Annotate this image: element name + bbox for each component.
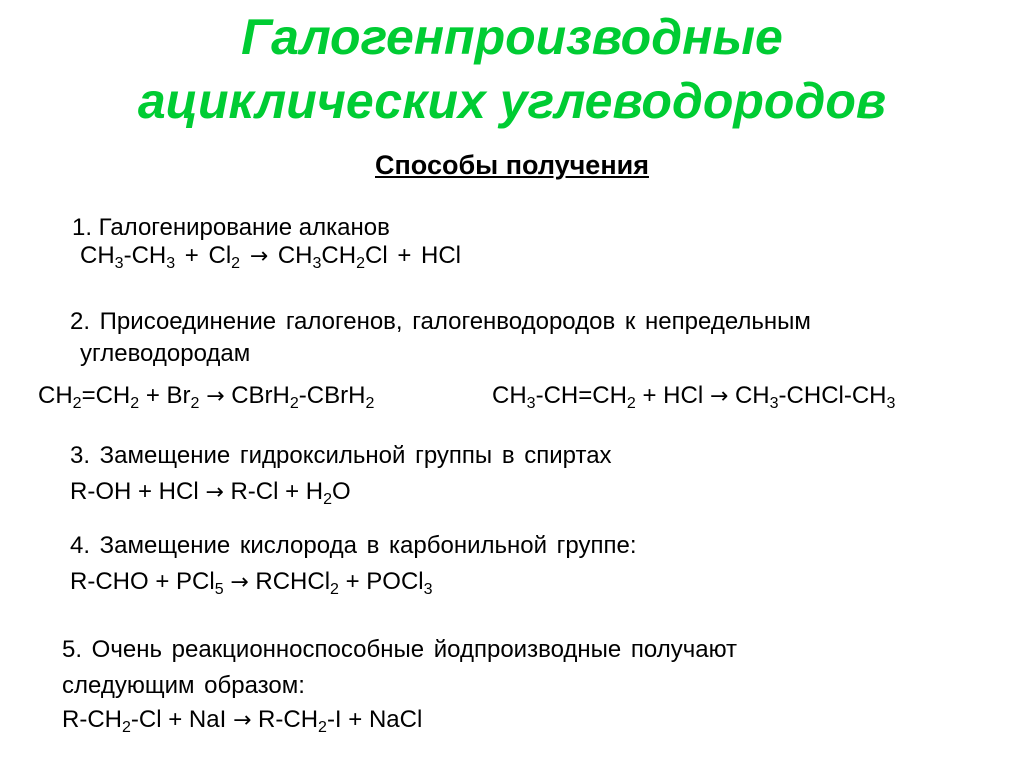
eq1-subscript: 2 — [356, 255, 365, 272]
eq2b-part: CH — [728, 382, 770, 409]
reaction-arrow-icon: → — [249, 244, 269, 269]
equation-halogen-addition — [38, 382, 374, 411]
eq4-subscript: 2 — [330, 581, 339, 598]
section1-heading: 1. Галогенирование алканов — [72, 214, 390, 241]
eq2b-part: + HCl — [635, 382, 710, 409]
section5-heading-line1: 5. Очень реакционноспособные йодпроизводные получают — [62, 636, 738, 663]
eq2a-subscript: 2 — [190, 395, 200, 412]
eq1-subscript: 2 — [231, 255, 241, 272]
equation-alkane-halogenation — [80, 242, 461, 271]
eq2a-subscript: 2 — [365, 395, 375, 412]
eq4-part: R-CHO + PCl — [70, 568, 215, 595]
slide-title-line2: ациклических углеводородов — [137, 73, 887, 129]
eq3-part: R-OH + HCl — [70, 478, 206, 505]
eq5-part: R-CH — [62, 706, 122, 733]
eq1-part: -CH — [123, 242, 167, 269]
eq4-part: RCHCl — [248, 568, 331, 595]
eq2b-subscript: 3 — [769, 395, 779, 412]
reaction-arrow-icon: → — [205, 480, 224, 505]
eq2b-subscript: 2 — [626, 395, 636, 412]
section2-heading-line2: углеводородам — [80, 340, 251, 367]
eq1-subscript: 3 — [166, 255, 176, 272]
eq1-part: CH — [80, 242, 115, 269]
reaction-arrow-icon: → — [709, 384, 729, 409]
equation-carbonyl-substitution — [70, 568, 433, 597]
eq2a-part: CBrH — [224, 382, 290, 409]
eq1-part: + Cl — [175, 242, 232, 269]
eq4-part: + POCl — [338, 568, 424, 595]
eq3-part: R-Cl + H — [223, 478, 324, 505]
eq2b-part: -CH=CH — [535, 382, 627, 409]
section2-heading-line1: 2. Присоединение галогенов, галогенводородов к непредельным — [70, 308, 811, 335]
reaction-arrow-icon: → — [232, 708, 252, 733]
eq1-part: Cl + HCl — [365, 242, 462, 269]
eq2a-part: + Br — [139, 382, 191, 409]
eq2b-part: CH — [492, 382, 527, 409]
equation-hydrohalogenation — [492, 382, 895, 411]
eq4-subscript: 5 — [214, 581, 224, 598]
eq2a-subscript: 2 — [72, 395, 82, 412]
eq2a-part: -CBrH — [298, 382, 366, 409]
eq1-subscript: 3 — [114, 255, 124, 272]
eq2a-part: CH — [38, 382, 73, 409]
eq5-part: -Cl + NaI — [130, 706, 233, 733]
slide-title-line1: Галогенпроизводные — [241, 9, 783, 65]
reaction-arrow-icon: → — [206, 384, 225, 409]
eq1-part: CH — [321, 242, 357, 269]
eq1-subscript: 3 — [312, 255, 322, 272]
equation-iodide-preparation — [62, 706, 422, 735]
eq1-part: CH — [268, 242, 313, 269]
eq5-subscript: 2 — [122, 719, 131, 736]
eq2a-subscript: 2 — [130, 395, 140, 412]
eq2a-subscript: 2 — [289, 395, 299, 412]
slide-subtitle: Способы получения — [375, 150, 649, 180]
eq5-subscript: 2 — [318, 719, 327, 736]
eq3-part: O — [332, 478, 351, 505]
eq3-subscript: 2 — [323, 491, 333, 508]
eq1-part — [240, 242, 250, 269]
section3-heading: 3. Замещение гидроксильной группы в спиртах — [70, 442, 612, 469]
eq2b-part: -CHCl-CH — [778, 382, 887, 409]
eq2a-part: =CH — [81, 382, 131, 409]
eq5-part: -I + NaCl — [326, 706, 423, 733]
eq5-part: R-CH — [251, 706, 319, 733]
equation-hydroxyl-substitution — [70, 478, 351, 507]
section4-heading: 4. Замещение кислорода в карбонильной группе: — [70, 532, 637, 559]
eq4-subscript: 3 — [423, 581, 433, 598]
eq2b-subscript: 3 — [886, 395, 896, 412]
eq2b-subscript: 3 — [526, 395, 536, 412]
reaction-arrow-icon: → — [230, 570, 249, 595]
section5-heading-line2: следующим образом: — [62, 672, 305, 699]
